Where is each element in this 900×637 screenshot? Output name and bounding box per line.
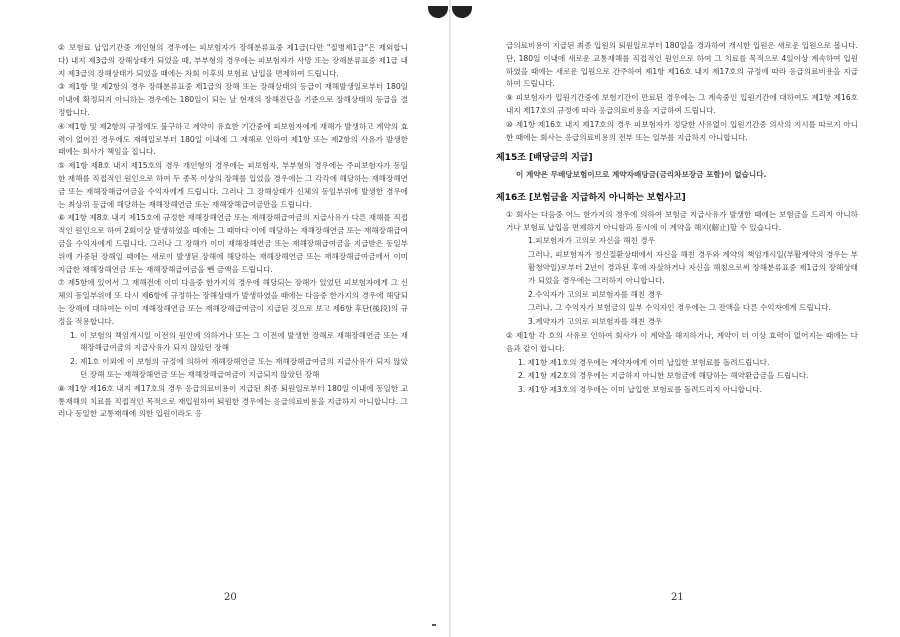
list-item: 3. 제1항 제3호의 경우에는 이미 납입한 보험료를 돌려드리지 아니합니다. [518,385,763,395]
article-text: 이 계약은 무배당보험이므로 계약자배당금(금리차보장금 포함)이 없습니다. [516,170,767,180]
paragraph: ⑩ 제1항 제16호 내지 제17호의 경우 피보험자가 정당한 사유없이 입원기간중 의사의 지시를 따르지 아니한 때에는 회사는 응급의료비용의 전부 또는 일부를 지급하지 아니합니다. [506,119,858,142]
right-page [451,0,900,637]
paragraph: ⑥ 제1항 제8호 내지 제15호에 규정한 재해장해연금 또는 재해장해급여금의 지급사유가 다른 재해를 직접적인 원인으로 하여 2회이상 발생하였을 때에는 그 때마다 이에 해당하는 재해장해연금 또는 재해장해급여금을 수익자에게 드립니다. 그러나 그 장해가 이미 재해장해연금 또는 재해장해급여금을 지급받은 동일부위에 가중된 장해일 때에는 새로이 발생된 장해에 해당하는 재해장해연금 또는 재해장해급여금에서 이미 지급한 재해장해연금 또는 재해장해급여금을 뺀 금액을 드립니다. [58,213,408,274]
list-item-title: 1.피보험자가 고의로 자신을 해친 경우 [528,236,655,246]
right-page-content [496,40,858,398]
paragraph: ③ 제1항 및 제2항의 경우 장해분류표중 제1급의 장해 또는 장해상태의 등급이 재해발생일로부터 180일이내에 확정되지 아니하는 경우에는 180일이 되는 날 현재의 장해진단을 기준으로 장해상태의 등급을 결정합니다. [58,82,408,117]
list-item-title: 3.계약자가 고의로 피보험자를 해친 경우 [528,317,663,327]
paragraph: ② 보험료 납입기간중 개인형의 경우에는 피보험자가 장해분류표중 제1급(다만 "질병제1급"은 제외합니다) 내지 제3급의 장해상태가 되었을 때, 부부형의 경우에는 피보험자가 사망 또는 장해분류표중 제1급 내지 제3급의 장해상태가 되었을 때에는 차회 이후의 보험료 납입을 면제하여 드립니다. [58,43,408,78]
page-number: 20 [224,592,237,603]
list-item: 1. 이 보험의 책임개시일 이전의 원인에 의하거나 또는 그 이전에 발생한 장해로 재해장해연금 또는 재해장해급여금의 지급사유가 되지 않았던 장해 [70,330,408,353]
page-number: 21 [671,592,684,603]
list-item: 2. 제1호 이외에 이 보험의 규정에 의하여 재해장해연금 또는 재해장해급여금의 지급사유가 되지 않았던 장해 또는 재해장해연금 또는 재해장해급여금이 지급되지 않았던 장해 [70,357,408,379]
left-page-content [58,42,408,422]
scan-mark [432,624,436,626]
list-item-text: 그러나, 피보험자가 정신질환상태에서 자신을 해친 경우와 계약의 책임개시일(부활계약의 경우는 부활청약일)로부터 2년이 경과된 후에 자살하거나 자신을 해침으로써 장해분류표중 제1급의 장해상태가 되었을 경우에는 그러하지 아니합니다. [528,250,858,285]
paragraph: 급의료비용이 지급된 최종 입원의 퇴원일로부터 180일을 경과하여 개시한 입원은 새로운 입원으로 봅니다. 단, 180일 이내에 새로운 교통재해를 직접적인 원인으로 하여 그 치료를 목적으로 4일이상 계속하여 입원하였을 때에는 새로운 입원으로 간주하여 제1항 제16호 내지 제17호의 규정에 따라 응급의료비용을 지급하여 드립니다. [506,41,858,89]
paragraph: ⑨ 피보험자가 입원기간중에 보험기간이 만료된 경우에는 그 계속중인 입원기간에 대하여도 제1항 제16호 내지 제17호의 규정에 따라 응급의료비용을 지급하여 드립니다. [506,93,858,115]
paragraph: ② 제1항 각 호의 사유로 인하여 회사가 이 계약을 해지하거나, 계약이 더 이상 효력이 없어지는 때에는 다음과 같이 합니다. [506,330,858,353]
paragraph: ⑧ 제1항 제16호 내지 제17호의 경우 응급의료비용이 지급된 최종 퇴원일로부터 180일 이내에 동일한 교통재해의 치료를 직접적인 목적으로 재입원하여 퇴원한 경우에는 응급의료비용을 지급하지 아니합니다. 그러나 동일한 교통재해에 의한 입원이라도 응 [58,383,408,419]
paragraph: ④ 제1항 및 제2항의 규정에도 불구하고 계약이 유효한 기간중에 피보험자에게 재해가 발생하고 계약의 효력이 없어진 경우에도 재해일로부터 180일 이내에 그 재해로 인하여 제1항 또는 제2항의 사유가 발생한 때에는 회사가 책임을 집니다. [58,121,408,157]
article-heading: 제15조 [배당금의 지급] [496,153,593,164]
paragraph: ⑤ 제1항 제8호 내지 제15호의 경우 개인형의 경우에는 피보험자, 부부형의 경우에는 주피보험자가 동일한 재해를 직접적인 원인으로 하여 두 종목 이상의 장해를 입었을 경우에는 그 각각에 해당하는 재해장해연금 또는 재해장해급여금을 수익자에게 드립니다. 그러나 그 장해상태가 신체의 동일부위에 발생한 경우에는 최상위 등급에 해당하는 재해장해연금 또는 재해장해급여금만을 드립니다. [58,161,408,209]
list-item-text: 그러나, 그 수익자가 보험금의 일부 수익자인 경우에는 그 잔액을 다른 수익자에게 드립니다. [528,303,831,313]
paragraph: ⑦ 제5항에 있어서 그 재해전에 이미 다음중 한가지의 경우에 해당되는 장해가 있었던 피보험자에게 그 신체의 동일부위에 또 다시 제6항에 규정하는 장해상태가 발생하였을 때에는 다음중 한가지의 경우에 해당되는 장해에 대하여는 이미 재해장해연금 또는 재해장해급여금이 지급된 것으로 보고 제6항 후단(後段)의 규정을 적용합니다. [58,278,408,326]
article-heading: 제16조 [보험금을 지급하지 아니하는 보험사고] [496,192,686,203]
list-item: 2. 제1항 제2호의 경우에는 지급하지 아니한 보험금에 해당하는 해약환급금을 드립니다. [518,371,809,381]
paragraph: ① 회사는 다음중 어느 한가지의 경우에 의하여 보험금 지급사유가 발생한 때에는 보험금을 드리지 아니하거나 보험료 납입을 면제하지 아니함과 동시에 이 계약을 해지(解止)할 수 있습니다. [506,209,858,232]
list-item-title: 2.수익자가 고의로 피보험자를 해친 경우 [528,289,663,299]
left-page [0,0,449,637]
list-item: 1. 제1항 제1호의 경우에는 계약자에게 이미 납입한 보험료를 돌려드립니다. [518,357,770,367]
